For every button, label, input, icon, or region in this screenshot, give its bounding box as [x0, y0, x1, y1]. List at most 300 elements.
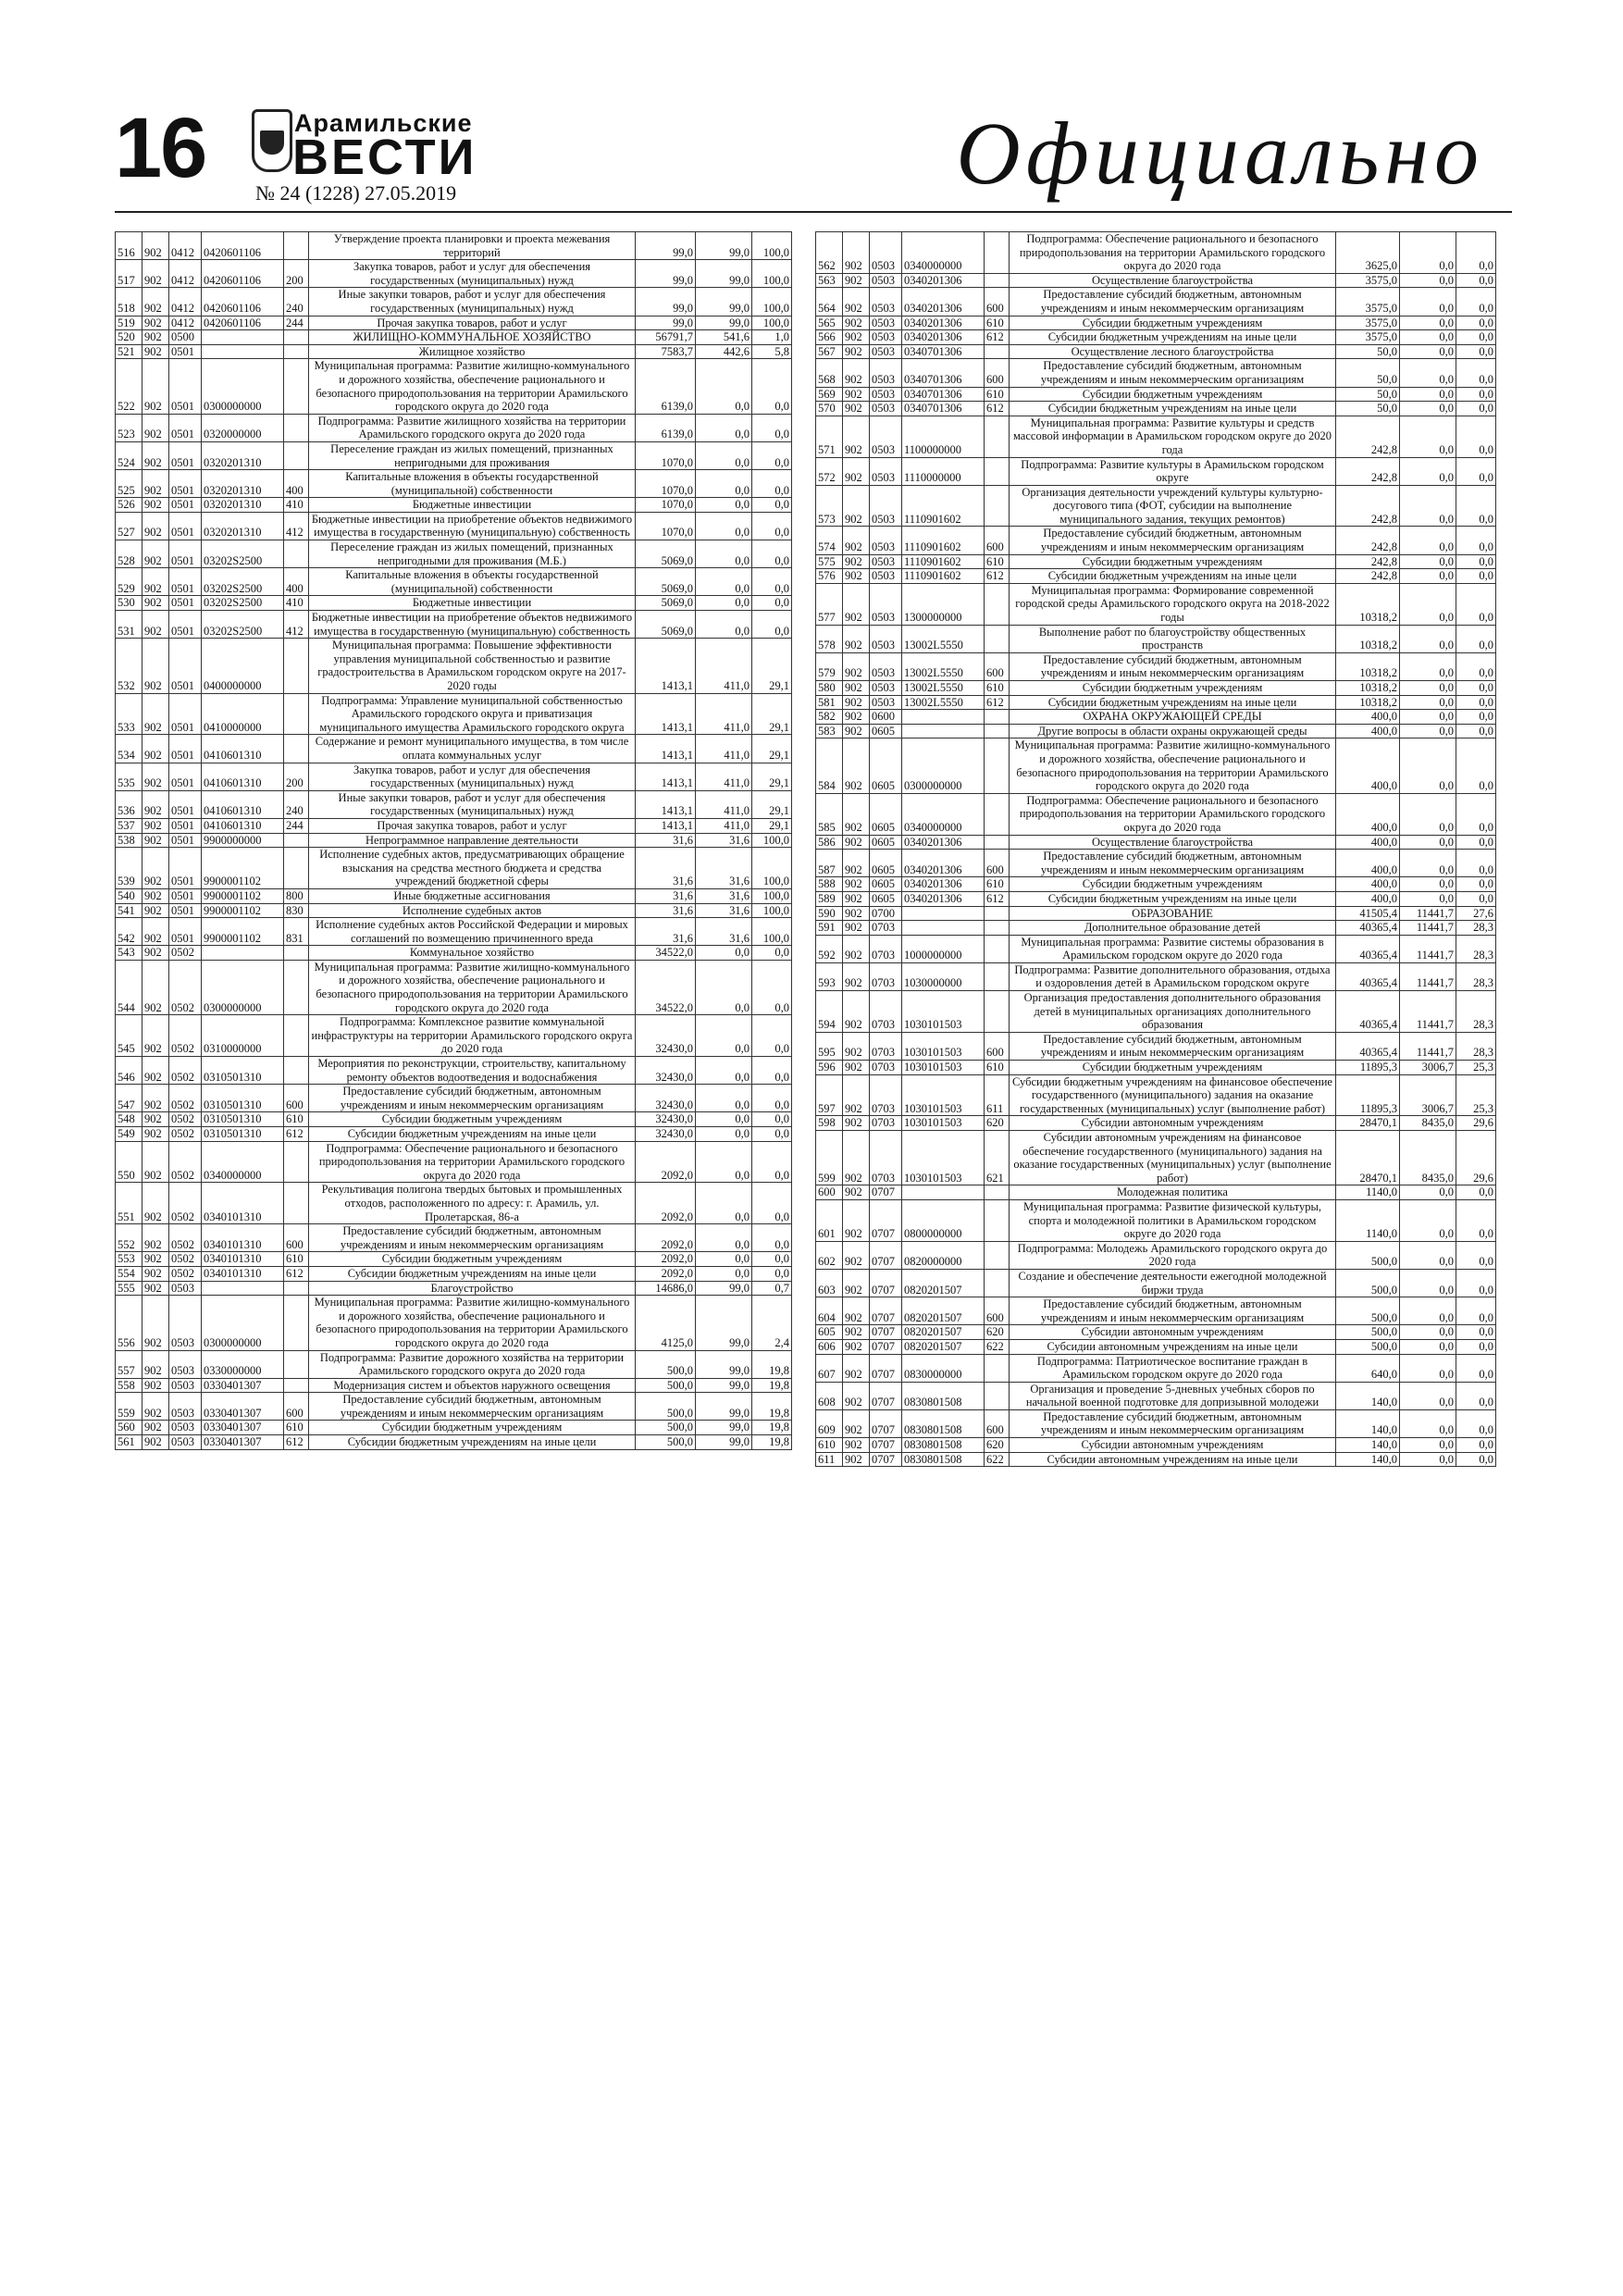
row-code: 0502	[169, 1057, 202, 1085]
row-code: 611	[985, 1074, 1010, 1116]
table-row	[116, 540, 792, 568]
row-code: 610	[284, 1112, 309, 1127]
row-code: 902	[843, 935, 870, 962]
table-row	[116, 1266, 792, 1281]
row-code: 0503	[870, 402, 902, 416]
row-amount: 0,0	[752, 540, 792, 568]
row-code: 902	[142, 512, 169, 540]
table-row	[116, 232, 792, 260]
row-code: 603	[816, 1269, 843, 1297]
row-description: Предоставление субсидий бюджетным, автономным учреждениям и иным некоммерческим организациям	[1010, 850, 1336, 877]
row-amount: 0,0	[1400, 457, 1456, 485]
row-code: 0502	[169, 1085, 202, 1112]
row-amount: 140,0	[1336, 1382, 1400, 1409]
row-code: 0340701306	[902, 402, 985, 416]
row-amount: 99,0	[696, 1435, 752, 1450]
row-description: Муниципальная программа: Развитие культуры и средств массовой информации в Арамильском городском округе до 2020 года	[1010, 416, 1336, 457]
row-code: 902	[843, 681, 870, 696]
table-row	[116, 596, 792, 611]
row-amount: 29,1	[752, 693, 792, 735]
row-code: 412	[284, 512, 309, 540]
row-description: Исполнение судебных актов, предусматривающих обращение взыскания на средства местного бюджета и средства учреждений бюджетной сферы	[309, 848, 636, 889]
row-code: 600	[985, 527, 1010, 554]
row-code	[284, 330, 309, 345]
row-code: 0340101310	[202, 1266, 284, 1281]
row-description: Предоставление субсидий бюджетным, автономным учреждениям и иным некоммерческим организациям	[1010, 288, 1336, 316]
row-code: 525	[116, 470, 142, 498]
row-amount: 0,0	[1456, 738, 1496, 793]
row-code: 902	[843, 1116, 870, 1131]
row-description: Предоставление субсидий бюджетным, автономным учреждениям и иным некоммерческим организациям	[1010, 1032, 1336, 1060]
row-code	[284, 848, 309, 889]
row-code: 543	[116, 946, 142, 961]
table-row	[816, 1116, 1496, 1131]
row-code: 902	[142, 1378, 169, 1393]
row-description: Субсидии бюджетным учреждениям на иные цели	[309, 1266, 636, 1281]
row-amount: 0,0	[696, 1141, 752, 1183]
row-code: 594	[816, 991, 843, 1033]
row-code: 582	[816, 710, 843, 725]
row-amount: 0,0	[696, 1127, 752, 1142]
row-code: 550	[116, 1141, 142, 1183]
row-code: 0707	[870, 1269, 902, 1297]
row-code: 519	[116, 316, 142, 330]
row-code: 0412	[169, 260, 202, 288]
table-row	[816, 695, 1496, 710]
row-code: 610	[985, 1061, 1010, 1075]
row-amount: 0,0	[1400, 359, 1456, 387]
table-row	[816, 1241, 1496, 1269]
row-code: 9900001102	[202, 918, 284, 946]
row-code: 412	[284, 611, 309, 639]
row-description: Муниципальная программа: Развитие системы образования в Арамильском городском округе до 2020 года	[1010, 935, 1336, 962]
row-description: ЖИЛИЩНО-КОММУНАЛЬНОЕ ХОЗЯЙСТВО	[309, 330, 636, 345]
row-code: 902	[843, 1409, 870, 1437]
row-amount: 31,6	[696, 903, 752, 918]
table-row	[816, 1297, 1496, 1325]
row-amount: 99,0	[696, 232, 752, 260]
row-code: 612	[985, 695, 1010, 710]
row-code: 902	[843, 554, 870, 569]
row-amount: 0,0	[1456, 330, 1496, 345]
row-code: 0700	[870, 906, 902, 921]
left-column	[115, 231, 792, 1450]
row-code: 600	[284, 1393, 309, 1421]
row-code: 902	[843, 738, 870, 793]
row-amount: 0,0	[752, 512, 792, 540]
row-code: 584	[816, 738, 843, 793]
row-description: Содержание и ремонт муниципального имущества, в том числе оплата коммунальных услуг	[309, 735, 636, 763]
row-amount: 19,8	[752, 1393, 792, 1421]
row-code: 0410601310	[202, 763, 284, 790]
row-code: 560	[116, 1421, 142, 1435]
row-code: 0600	[870, 710, 902, 725]
row-code: 600	[985, 1032, 1010, 1060]
row-code: 610	[985, 316, 1010, 330]
row-amount: 10318,2	[1336, 625, 1400, 652]
row-code: 0503	[870, 652, 902, 680]
row-amount: 100,0	[752, 260, 792, 288]
row-amount: 500,0	[636, 1350, 696, 1378]
row-code: 610	[985, 877, 1010, 892]
row-code: 0420601106	[202, 288, 284, 316]
row-code: 0503	[870, 387, 902, 402]
row-code: 0340201306	[902, 850, 985, 877]
row-amount: 0,0	[752, 441, 792, 469]
row-code: 0420601106	[202, 232, 284, 260]
row-amount: 0,0	[752, 359, 792, 414]
row-code: 0703	[870, 1131, 902, 1185]
row-code	[284, 833, 309, 848]
row-amount: 0,0	[1456, 1382, 1496, 1409]
row-code: 0605	[870, 891, 902, 906]
row-code: 0503	[870, 288, 902, 316]
row-amount: 0,0	[1456, 625, 1496, 652]
row-code: 0330401307	[202, 1393, 284, 1421]
table-row	[816, 1199, 1496, 1241]
table-row	[116, 818, 792, 833]
row-amount: 19,8	[752, 1378, 792, 1393]
row-code: 0300000000	[902, 738, 985, 793]
row-description: Предоставление субсидий бюджетным, автономным учреждениям и иным некоммерческим организациям	[1010, 359, 1336, 387]
row-description: Предоставление субсидий бюджетным, автономным учреждениям и иным некоммерческим организациям	[1010, 1297, 1336, 1325]
row-amount: 0,0	[1400, 583, 1456, 625]
row-code: 902	[142, 918, 169, 946]
table-row	[816, 652, 1496, 680]
row-code: 902	[142, 1085, 169, 1112]
row-code: 595	[816, 1032, 843, 1060]
row-code: 0503	[870, 485, 902, 527]
row-code: 902	[142, 763, 169, 790]
table-row	[816, 344, 1496, 359]
row-code: 244	[284, 316, 309, 330]
row-amount: 0,0	[1400, 724, 1456, 738]
row-code: 0501	[169, 414, 202, 441]
row-amount: 99,0	[636, 260, 696, 288]
row-amount: 140,0	[1336, 1452, 1400, 1467]
row-code	[985, 710, 1010, 725]
row-amount: 0,0	[1400, 527, 1456, 554]
row-amount: 0,0	[1400, 652, 1456, 680]
row-amount: 2092,0	[636, 1266, 696, 1281]
row-amount: 0,0	[752, 1141, 792, 1183]
row-amount: 5069,0	[636, 596, 696, 611]
table-row	[116, 960, 792, 1014]
row-code: 0502	[169, 1112, 202, 1127]
row-amount: 11441,7	[1400, 1032, 1456, 1060]
row-amount: 400,0	[1336, 724, 1400, 738]
row-code	[284, 1141, 309, 1183]
row-code: 599	[816, 1131, 843, 1185]
row-code: 800	[284, 888, 309, 903]
row-code: 0320201310	[202, 470, 284, 498]
row-amount: 6139,0	[636, 414, 696, 441]
row-amount: 1070,0	[636, 441, 696, 469]
row-code: 410	[284, 498, 309, 513]
row-code: 902	[843, 1325, 870, 1340]
row-code	[902, 906, 985, 921]
row-code: 0410601310	[202, 818, 284, 833]
table-row	[816, 850, 1496, 877]
row-code: 575	[816, 554, 843, 569]
row-code: 589	[816, 891, 843, 906]
row-code: 1030101503	[902, 1131, 985, 1185]
row-code: 902	[843, 1452, 870, 1467]
row-code: 902	[843, 527, 870, 554]
row-code: 0703	[870, 1032, 902, 1060]
row-amount: 0,0	[1456, 835, 1496, 850]
row-code: 200	[284, 260, 309, 288]
row-description: Выполнение работ по благоустройству общественных пространств	[1010, 625, 1336, 652]
row-amount: 0,0	[752, 596, 792, 611]
row-amount: 500,0	[636, 1393, 696, 1421]
row-amount: 500,0	[636, 1435, 696, 1450]
table-row	[816, 416, 1496, 457]
row-description: Субсидии бюджетным учреждениям на иные цели	[1010, 569, 1336, 584]
row-amount: 28,3	[1456, 935, 1496, 962]
row-code: 586	[816, 835, 843, 850]
header-divider	[115, 211, 1512, 213]
row-code: 1030101503	[902, 1061, 985, 1075]
row-code: 545	[116, 1015, 142, 1057]
table-row	[816, 738, 1496, 793]
row-amount: 28,3	[1456, 1032, 1496, 1060]
row-code: 530	[116, 596, 142, 611]
row-code: 902	[843, 1131, 870, 1185]
row-amount: 0,0	[1400, 330, 1456, 345]
row-code: 0503	[870, 316, 902, 330]
row-description: Иные закупки товаров, работ и услуг для обеспечения государственных (муниципальных) нужд	[309, 288, 636, 316]
row-code: 524	[116, 441, 142, 469]
row-amount: 0,0	[696, 946, 752, 961]
row-amount: 19,8	[752, 1421, 792, 1435]
row-description: Предоставление субсидий бюджетным, автономным учреждениям и иным некоммерческим организациям	[309, 1224, 636, 1252]
row-code: 0503	[169, 1296, 202, 1350]
row-code	[985, 935, 1010, 962]
row-code: 622	[985, 1339, 1010, 1354]
row-amount: 0,0	[752, 960, 792, 1014]
row-code: 0501	[169, 344, 202, 359]
row-amount: 5069,0	[636, 568, 696, 596]
row-amount: 32430,0	[636, 1112, 696, 1127]
row-description: Муниципальная программа: Развитие жилищно-коммунального и дорожного хозяйства, обеспечение рационального и безопасного природопользования на территории Арамильского городского округа до 2020 года	[309, 1296, 636, 1350]
table-row	[116, 1435, 792, 1450]
row-code: 13002L5550	[902, 625, 985, 652]
row-amount: 34522,0	[636, 946, 696, 961]
table-row	[816, 724, 1496, 738]
row-description: Предоставление субсидий бюджетным, автономным учреждениям и иным некоммерческим организациям	[1010, 652, 1336, 680]
table-row	[116, 848, 792, 889]
row-code	[284, 960, 309, 1014]
row-code: 1030101503	[902, 1116, 985, 1131]
table-row	[116, 288, 792, 316]
row-code: 555	[116, 1281, 142, 1296]
row-amount: 0,0	[696, 414, 752, 441]
row-amount: 99,0	[696, 1296, 752, 1350]
row-amount: 0,0	[1456, 387, 1496, 402]
row-code: 0830801508	[902, 1409, 985, 1437]
row-code: 902	[142, 414, 169, 441]
row-code: 0410000000	[202, 693, 284, 735]
row-code: 0605	[870, 738, 902, 793]
row-code: 523	[116, 414, 142, 441]
row-amount: 500,0	[1336, 1297, 1400, 1325]
row-amount: 99,0	[696, 1421, 752, 1435]
row-description: Дополнительное образование детей	[1010, 921, 1336, 936]
row-code	[284, 414, 309, 441]
row-code: 902	[843, 273, 870, 288]
row-code: 0410601310	[202, 790, 284, 818]
row-amount: 41505,4	[1336, 906, 1400, 921]
row-code: 03202S2500	[202, 568, 284, 596]
row-description: Создание и обеспечение деятельности ежегодной молодежной биржи труда	[1010, 1269, 1336, 1297]
row-amount: 242,8	[1336, 554, 1400, 569]
row-code: 610	[284, 1252, 309, 1267]
row-code: 410	[284, 596, 309, 611]
row-amount: 11895,3	[1336, 1074, 1400, 1116]
row-amount: 1070,0	[636, 470, 696, 498]
row-amount: 400,0	[1336, 793, 1400, 835]
row-code: 0503	[169, 1378, 202, 1393]
row-description: Прочая закупка товаров, работ и услуг	[309, 316, 636, 330]
row-amount: 0,0	[752, 1252, 792, 1267]
row-code: 570	[816, 402, 843, 416]
row-description: Осуществление лесного благоустройства	[1010, 344, 1336, 359]
row-code: 574	[816, 527, 843, 554]
row-description: Переселение граждан из жилых помещений, признанных непригодными для проживания (М.Б.)	[309, 540, 636, 568]
row-amount: 31,6	[636, 918, 696, 946]
row-code: 608	[816, 1382, 843, 1409]
row-code: 0707	[870, 1382, 902, 1409]
table-row	[816, 1074, 1496, 1116]
row-code: 0503	[169, 1281, 202, 1296]
row-amount: 0,0	[1456, 554, 1496, 569]
row-code: 529	[116, 568, 142, 596]
row-description: Субсидии бюджетным учреждениям	[1010, 1061, 1336, 1075]
row-amount: 0,0	[1456, 402, 1496, 416]
row-amount: 0,0	[1456, 1185, 1496, 1200]
row-code: 0501	[169, 735, 202, 763]
row-code: 562	[816, 232, 843, 274]
row-code: 0703	[870, 1116, 902, 1131]
row-code: 0503	[169, 1421, 202, 1435]
row-code: 902	[843, 991, 870, 1033]
table-row	[116, 441, 792, 469]
table-row	[816, 1339, 1496, 1354]
table-row	[816, 625, 1496, 652]
row-description: Субсидии бюджетным учреждениям	[1010, 316, 1336, 330]
row-amount: 0,0	[1456, 316, 1496, 330]
row-code: 605	[816, 1325, 843, 1340]
row-code: 0703	[870, 991, 902, 1033]
row-description: Мероприятия по реконструкции, строительству, капитальному ремонту объектов водоотведения и водоснабжения	[309, 1057, 636, 1085]
row-code: 517	[116, 260, 142, 288]
row-amount: 0,0	[696, 512, 752, 540]
row-code: 0501	[169, 596, 202, 611]
row-amount: 242,8	[1336, 457, 1400, 485]
row-code: 549	[116, 1127, 142, 1142]
row-code: 902	[843, 232, 870, 274]
row-amount: 0,0	[1456, 1409, 1496, 1437]
row-description: Иные закупки товаров, работ и услуг для обеспечения государственных (муниципальных) нужд	[309, 790, 636, 818]
row-code: 0503	[870, 457, 902, 485]
row-amount: 0,0	[696, 596, 752, 611]
row-amount: 0,0	[1456, 457, 1496, 485]
row-amount: 0,0	[1400, 681, 1456, 696]
right-column	[815, 231, 1496, 1467]
row-code: 561	[116, 1435, 142, 1450]
row-code: 0501	[169, 639, 202, 693]
row-code: 0503	[169, 1350, 202, 1378]
row-description: Подпрограмма: Развитие дополнительного образования, отдыха и оздоровления детей в Арамильском городском округе	[1010, 962, 1336, 990]
row-amount: 11441,7	[1400, 935, 1456, 962]
row-code: 902	[843, 625, 870, 652]
row-code: 0300000000	[202, 1296, 284, 1350]
row-amount: 0,0	[1400, 416, 1456, 457]
row-amount: 31,6	[696, 848, 752, 889]
row-code	[985, 738, 1010, 793]
row-description: Иные бюджетные ассигнования	[309, 888, 636, 903]
row-amount: 0,0	[1400, 1382, 1456, 1409]
row-amount: 19,8	[752, 1350, 792, 1378]
row-code: 566	[816, 330, 843, 345]
row-code: 564	[816, 288, 843, 316]
row-amount: 32430,0	[636, 1085, 696, 1112]
row-code: 0707	[870, 1199, 902, 1241]
row-code: 600	[985, 850, 1010, 877]
table-row	[116, 693, 792, 735]
row-amount: 140,0	[1336, 1438, 1400, 1453]
row-amount: 10318,2	[1336, 583, 1400, 625]
row-amount: 3006,7	[1400, 1074, 1456, 1116]
row-code: 0501	[169, 470, 202, 498]
row-code: 0605	[870, 877, 902, 892]
table-row	[816, 1382, 1496, 1409]
table-row	[816, 288, 1496, 316]
row-code	[985, 962, 1010, 990]
row-code: 0502	[169, 960, 202, 1014]
row-amount: 11441,7	[1400, 906, 1456, 921]
row-amount: 1413,1	[636, 818, 696, 833]
row-code: 0503	[169, 1393, 202, 1421]
row-code: 565	[816, 316, 843, 330]
row-code	[985, 1241, 1010, 1269]
row-description: Предоставление субсидий бюджетным, автономным учреждениям и иным некоммерческим организациям	[309, 1393, 636, 1421]
row-amount: 0,0	[1400, 387, 1456, 402]
page-header	[115, 100, 1512, 209]
row-code	[985, 344, 1010, 359]
row-amount: 50,0	[1336, 344, 1400, 359]
table-row	[816, 569, 1496, 584]
row-code: 902	[142, 316, 169, 330]
row-code	[284, 1183, 309, 1224]
table-row	[816, 583, 1496, 625]
row-code: 0707	[870, 1438, 902, 1453]
row-description: Подпрограмма: Обеспечение рационального и безопасного природопользования на территории Арамильского городского округа до 2020 года	[309, 1141, 636, 1183]
row-amount: 0,0	[1400, 1452, 1456, 1467]
row-code: 0503	[870, 416, 902, 457]
row-code: 552	[116, 1224, 142, 1252]
row-code: 596	[816, 1061, 843, 1075]
row-code: 0820201507	[902, 1325, 985, 1340]
row-amount: 100,0	[752, 918, 792, 946]
row-code: 548	[116, 1112, 142, 1127]
row-amount: 0,0	[1400, 793, 1456, 835]
row-code: 0340701306	[902, 359, 985, 387]
row-code: 601	[816, 1199, 843, 1241]
row-description: Утверждение проекта планировки и проекта межевания территорий	[309, 232, 636, 260]
row-amount: 0,0	[696, 1112, 752, 1127]
